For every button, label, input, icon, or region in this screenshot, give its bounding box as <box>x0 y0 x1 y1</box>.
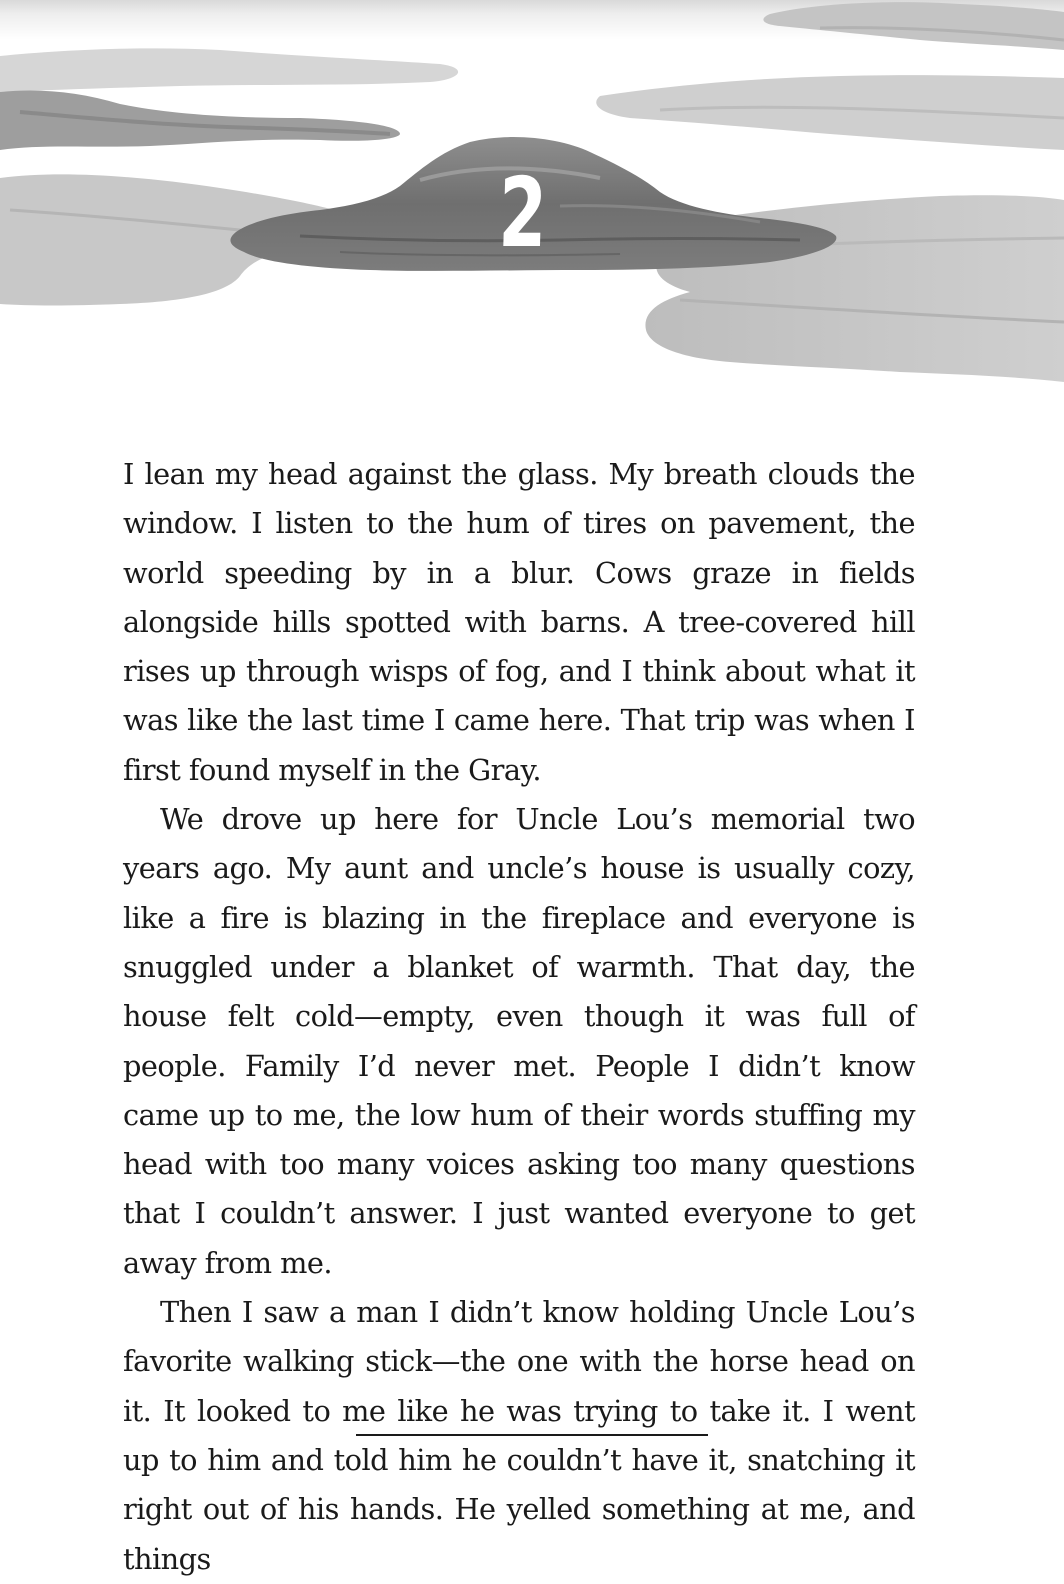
cloud-middle-left <box>0 91 400 151</box>
chapter-body <box>123 450 915 1584</box>
paragraph-2: We drove up here for Uncle Lou’s memorial two years ago. My aunt and uncle’s house is usually cozy, like a fire is blazing in the fireplace and everyone is snuggled under a blanket of warmth. That day, the house felt cold—empty, even though it was full of people. Family I’d never met. People I didn’t know came up to me, the low hum of their words stuffing my head with too many voices asking too many questions that I couldn’t answer. I just wanted everyone to get away from me. <box>123 802 915 1280</box>
chapter-number: 2 <box>497 157 547 269</box>
text-underline <box>356 1434 708 1436</box>
cloud-upper-left <box>0 48 458 92</box>
cloud-band-right <box>596 75 1064 150</box>
paragraph-1: I lean my head against the glass. My breath clouds the window. I listen to the hum of tires on pavement, the world speeding by in a blur. Cows graze in fields alongside hills spotted with barns. A tree-covered hill rises up through wisps of fog, and I think about what it was like the last time I came here. That trip was when I first found myself in the Gray. <box>123 457 915 787</box>
paragraph-3: Then I saw a man I didn’t know holding Uncle Lou’s favorite walking stick—the one with the horse head on it. It looked to me like he was trying to take it. I went up to him and told him he couldn’t have it, snatching it right out of his hands. He yelled something at me, and things <box>123 1295 915 1576</box>
cloud-upper-right <box>763 2 1064 50</box>
